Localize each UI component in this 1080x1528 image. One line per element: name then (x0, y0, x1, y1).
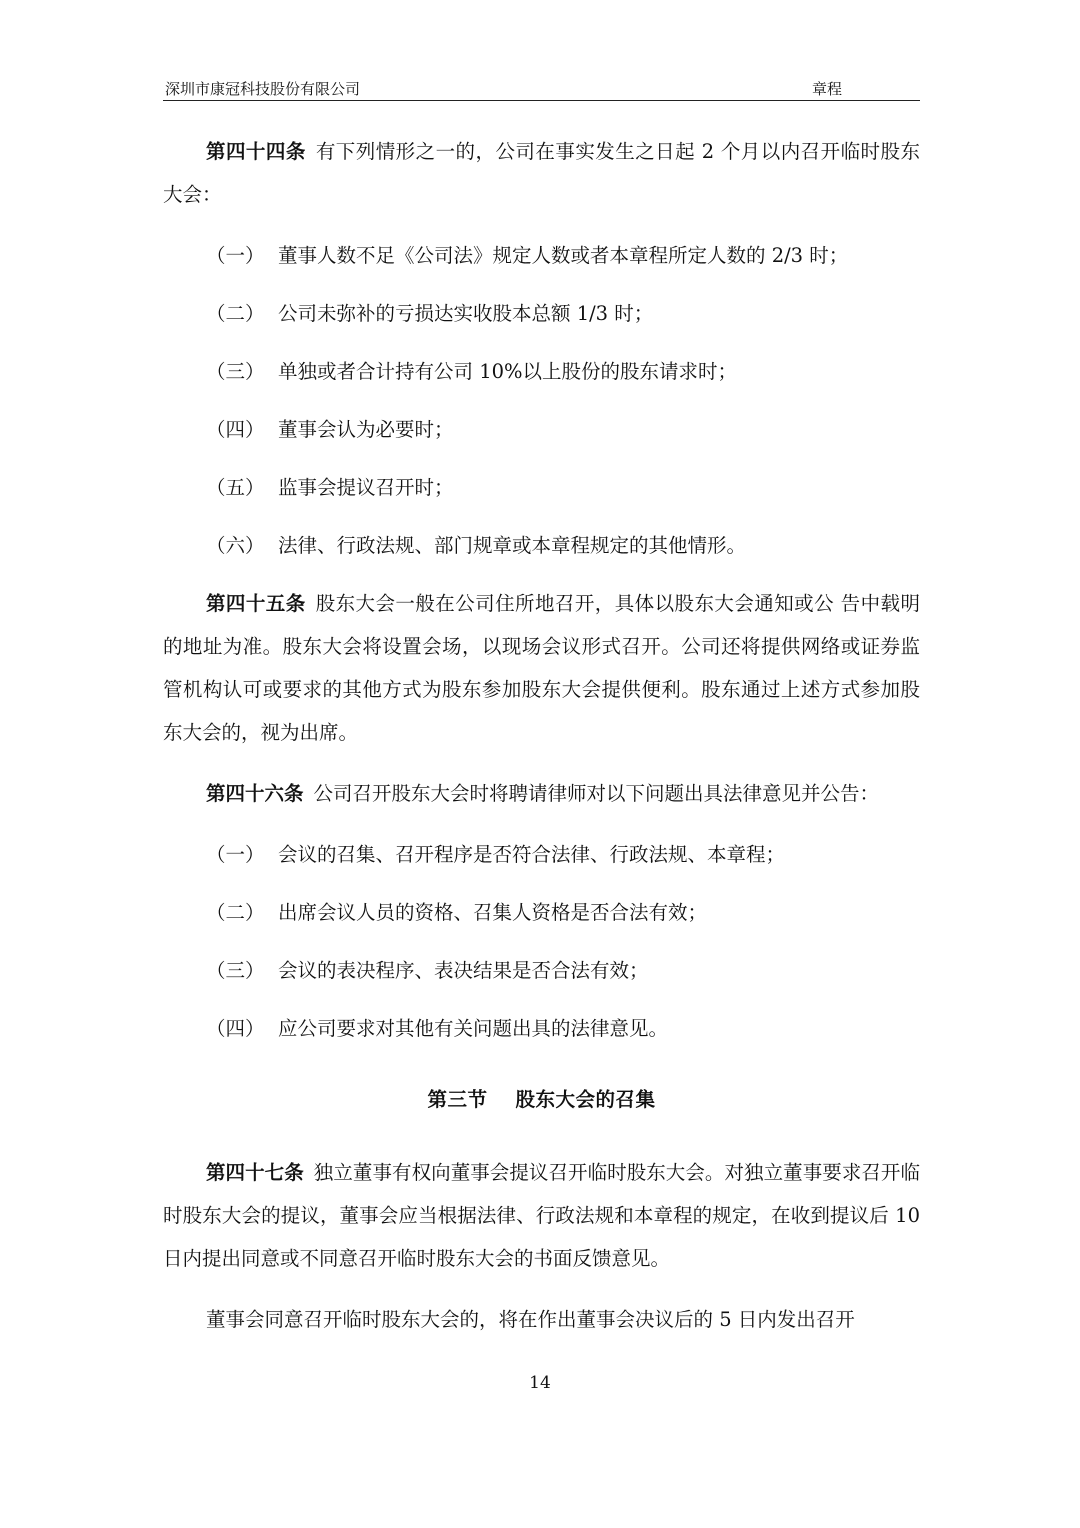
item-text: 应公司要求对其他有关问题出具的法律意见。 (278, 1017, 669, 1040)
item-text: 会议的召集、召开程序是否符合法律、行政法规、本章程； (278, 843, 786, 866)
article-44-item-4 (163, 408, 920, 451)
item-text: 公司未弥补的亏损达实收股本总额 1/3 时； (278, 302, 654, 325)
item-text: 单独或者合计持有公司 10%以上股份的股东请求时； (278, 360, 738, 383)
article-46-item-2 (163, 891, 920, 934)
item-text: 法律、行政法规、部门规章或本章程规定的其他情形。 (278, 534, 747, 557)
article-47-label: 第四十七条 (206, 1161, 304, 1184)
item-text: 会议的表决程序、表决结果是否合法有效； (278, 959, 649, 982)
item-number: （三） (206, 959, 265, 982)
item-text: 出席会议人员的资格、召集人资格是否合法有效； (278, 901, 708, 924)
item-number: （三） (206, 360, 265, 383)
article-47 (163, 1151, 920, 1280)
header-document-type: 章程 (811, 80, 842, 98)
article-44-item-6 (163, 524, 920, 567)
article-46-label: 第四十六条 (206, 782, 304, 805)
article-45-text: 股东大会一般在公司住所地召开，具体以股东大会通知或公 告中载明的地址为准。股东大会将设置会场，以现场会议形式召开。公司还将提供网络或证券监管机构认可或要求的其他方式为股东参加股东大会提供便利。股东通过上述方式参加股东大会的，视为出席。 (163, 592, 920, 744)
article-44 (163, 130, 920, 216)
article-46-item-3 (163, 949, 920, 992)
article-44-item-3 (163, 350, 920, 393)
article-46-text: 公司召开股东大会时将聘请律师对以下问题出具法律意见并公告： (313, 782, 880, 805)
page-header (163, 76, 920, 101)
item-text: 董事会认为必要时； (278, 418, 454, 441)
item-text: 监事会提议召开时； (278, 476, 454, 499)
section-number: 第三节 (427, 1088, 488, 1111)
item-number: （四） (206, 418, 265, 441)
article-46-item-4 (163, 1007, 920, 1050)
section-heading (163, 1078, 920, 1121)
item-number: （五） (206, 476, 265, 499)
article-46 (163, 772, 920, 815)
section-title: 股东大会的召集 (515, 1088, 656, 1111)
item-text: 董事人数不足《公司法》规定人数或者本章程所定人数的 2/3 时； (278, 244, 849, 267)
item-number: （一） (206, 244, 265, 267)
article-44-text: 有下列情形之一的，公司在事实发生之日起 2 个月以内召开临时股东大会： (163, 140, 920, 206)
page-number: 14 (529, 1373, 551, 1393)
paragraph-text: 董事会同意召开临时股东大会的，将在作出董事会决议后的 5 日内发出召开 (206, 1308, 855, 1331)
article-47-text: 独立董事有权向董事会提议召开临时股东大会。对独立董事要求召开临时股东大会的提议，董事会应当根据法律、行政法规和本章程的规定，在收到提议后 10 日内提出同意或不同意召开临时股东大会的书面反馈意见。 (163, 1161, 920, 1270)
paragraph-board-consent (163, 1298, 920, 1341)
header-company-name: 深圳市康冠科技股份有限公司 (165, 80, 361, 98)
article-45-label: 第四十五条 (206, 592, 306, 615)
article-44-item-1 (163, 234, 920, 277)
article-44-item-5 (163, 466, 920, 509)
document-body (163, 130, 920, 1359)
item-number: （六） (206, 534, 265, 557)
item-number: （二） (206, 302, 265, 325)
article-46-item-1 (163, 833, 920, 876)
article-45 (163, 582, 920, 754)
item-number: （一） (206, 843, 265, 866)
article-44-item-2 (163, 292, 920, 335)
item-number: （二） (206, 901, 265, 924)
item-number: （四） (206, 1017, 265, 1040)
article-44-label: 第四十四条 (206, 140, 306, 163)
